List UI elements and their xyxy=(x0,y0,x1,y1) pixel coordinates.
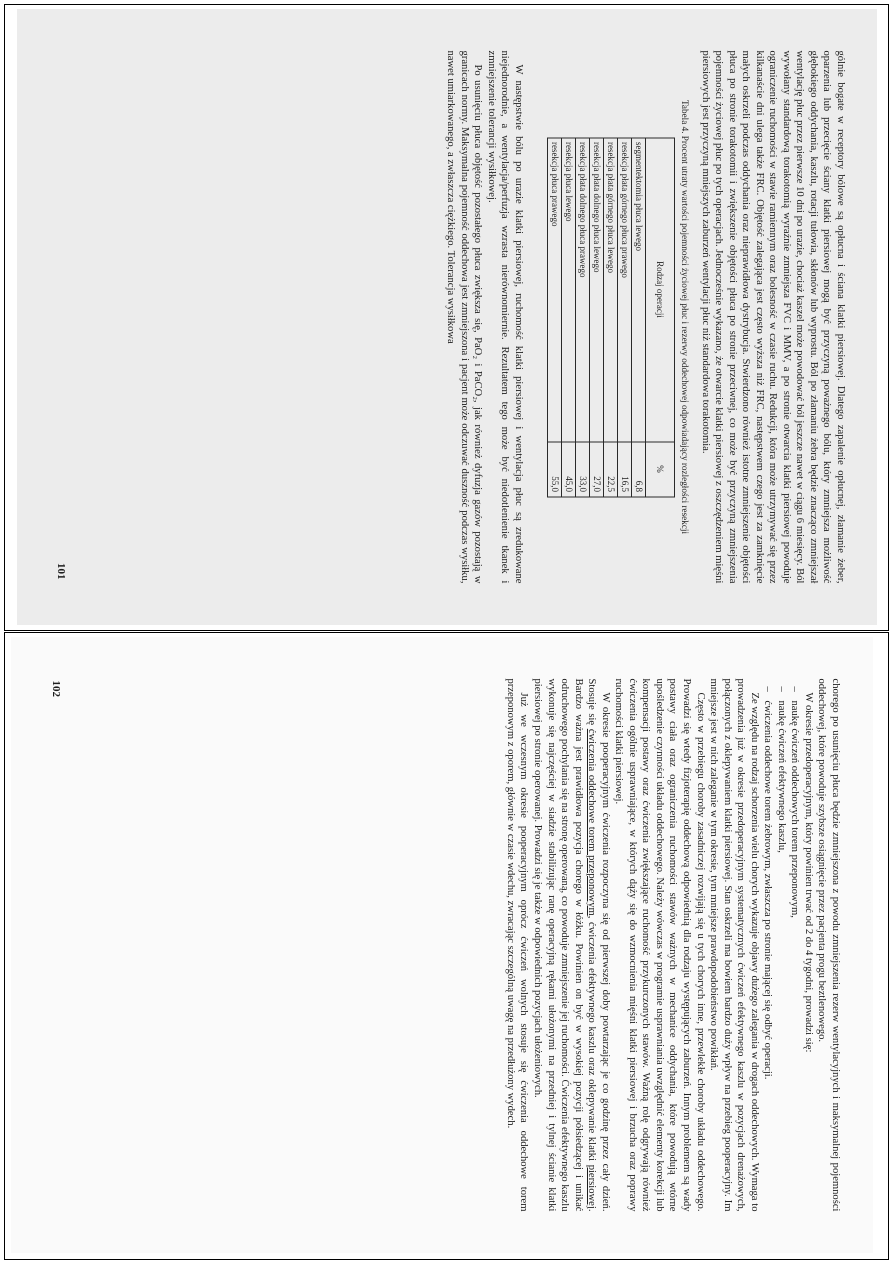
scan-frame-bottom xyxy=(4,632,889,1260)
table-row xyxy=(631,138,645,497)
page-102-content xyxy=(42,673,842,1218)
table-row xyxy=(547,138,561,497)
page-102-paragraph-1: chorego po usunięciu płuca będzie zmniejszona z powodu zmniejszenia rezerw wentylacyjnych i maksymalnej pojemności oddechowej, które powoduje szybsze osiągnięcie przez pacjenta progu beztlenowego. xyxy=(816,678,841,1212)
page-number-101: 101 xyxy=(55,563,67,580)
underlined-phrase-chest: piersiowej xyxy=(586,1164,598,1209)
scan-frame-top xyxy=(4,4,889,631)
table-row xyxy=(617,138,631,497)
table-cell-percent: 6,8 xyxy=(631,442,645,497)
table-cell-percent: 33,0 xyxy=(575,442,589,497)
page-102-paragraph-4: Często w przebiegu choroby zasadniczej rozwijają się u tych chorych inne, przewlekłe choroby układu oddechowego. Prowadzi się wtedy fizjoterapię oddechową odpowiednią dla rodzaju występujących zaburzeń. Innym problemem są wady postawy ciała oraz ograniczenia ruchomości stawów ważnych w mechanice oddychania, które powodują wtórne upośledzenie czynności układu oddechowego. Należy wówczas w programie usprawniania uwzględnić elementy korekcji lub kompensacji postawy oraz ćwiczenia zwiększające ruchomość przykurczonych stawów. Ważną rolę odgrywają również ćwiczenia ogólnie usprawniające, w których dąży się do wzmocnienia mięśni klatki piersiowej i brzucha oraz poprawy ruchomości klatki piersiowej. xyxy=(613,678,706,1212)
list-item: – naukę ćwiczeń efektywnego kaszlu, xyxy=(774,679,788,1212)
page-101-paragraph-3: Po usunięciu płuca objętość pozostałego płuca zwiększa się, PaO₂ i PaCO₂, jak również dyfuzja gazów pozostają w granicach normy. Maksymalna pojemność oddechowa jest zmniejszona i pacjent może odczuwać duszność podczas wysiłku, nawet umiarkowanego, a zwłaszcza ciężkiego. Tolerancja wysiłkowa xyxy=(445,50,484,584)
table-caption: Tabela 4. Procent utraty wartości pojemności życiowej płuc i rezerwy oddechowej odpowiadający rozległości resekcji xyxy=(679,99,690,535)
page-101-content xyxy=(47,45,847,590)
table-cell-percent: 27,0 xyxy=(589,442,603,497)
page-101-paragraph-2: W następstwie bólu po urazie klatki piersiowej, ruchomość klatki piersiowej i wentylacja płuc są zredukowane niejednorodnie, a wentylacja/perfuzja wzrasta nierównomiernie. Rezultatem tego może być niedotlenienie tkanek i zmniejszenie tolerancji wysiłkowej. xyxy=(485,50,524,584)
table-cell-percent: 55,0 xyxy=(547,442,561,497)
table-cell-operation: resekcja płuca lewego xyxy=(561,138,575,442)
page-101-paragraph-1: gólnie bogate w receptory bólowe są opłucna i ściana klatki piersiowej. Dlatego zapalenie opłucnej, złamanie żeber, oparzenia lub przecięcie ściany klatki piersiowej mogą być przyczyną poważnego bólu, który zmniejsza możliwość głębokiego oddychania, kaszlu, rotacji tułowia, skłonów lub wyprostu. Ból po złamaniu żebra będzie znacząco zmniejszał wentylację płuc przez pierwsze 10 dni po urazie, chociaż kaszel może powodować ból jeszcze nawet w ciągu 6 miesięcy. Ból wywołany standardową torakotomią wyraźnie zmniejsza FVC i MMV, a po stronie otwarcia klatki piersiowej powoduje ograniczenie ruchomości w stawie ramiennym oraz bolesność w czasie ruchu. Redukcji, która może utrzymywać się przez kilkanaście dni ulega także FRC. Objętość zalegająca jest często wyższa niż FRC, następstwem czego jest za zamknięcie małych oskrzeli podczas oddychania oraz nieprawidłowa dystrybucja. Stwierdzono również istotne zmniejszenie objętości płuca po stronie torakotomii i zwiększenie objętości płuca po stronie przeciwnej, co może być przyczyną zmniejszenia pojemności życiowej płuc po tych operacjach. Jednocześnie wykazano, że otwarcie klatki piersiowej z oszczędzeniem mięśni piersiowych jest przyczyną mniejszych zaburzeń wentylacji płuc niż standardowa torakotomia. xyxy=(699,50,846,584)
table-cell-operation: segmentektomia płuca lewego xyxy=(631,138,645,442)
table-header-operation: Rodzaj operacji xyxy=(645,138,674,442)
page-102-paragraph-3: Ze względu na rodzaj schorzenia wielu chorych wykazuje objawy dużego zalegania w drogach oddechowych. Wymaga to prowadzenia już w okresie przedoperacyjnym systematycznych ćwiczeń efektywnego kaszlu w pozycjach drenażowych, połączonych z oklepywaniem klatki piersiowej. Stan oskrzeli ma bowiem bardzo duży wpływ na przebieg pooperacyjny. Im mniejsze jest w nich zaleganie w tym okresie, tym mniejsze prawdopodobieństwo powikłań. xyxy=(708,678,760,1212)
table-row xyxy=(575,138,589,497)
underlined-phrase-breathing: ćwiczenia oddechowe torem przeponowym xyxy=(586,728,598,916)
table-row xyxy=(589,138,603,497)
page-102-paragraph-6: Już we wczesnym okresie pooperacyjnym oprócz ćwiczeń wolnych stosuje się ćwiczenia oddechowe torem przeponowym z oporem, głównie w czasie wdechu, zwracając szczególną uwagę na przedłużony wydech. xyxy=(504,678,530,1212)
list-item: – naukę ćwiczeń oddechowych torem przeponowym, xyxy=(788,679,802,1212)
resection-table xyxy=(547,137,675,497)
page-102-paragraph-5 xyxy=(530,679,611,1212)
table-cell-operation: resekcja płata górnego płuca prawego xyxy=(617,138,631,442)
table-row xyxy=(561,138,575,497)
scan-page-102 xyxy=(11,637,873,1253)
page-102-paragraph-2: W okresie przedoperacyjnym, który powinien trwać od 2 do 4 tygodni, prowadzi się: xyxy=(802,692,814,1053)
table-header-percent: % xyxy=(645,442,674,497)
paragraph-5-text-a: W okresie pooperacyjnym ćwiczenia rozpoczyna się od pierwszej doby powtarzając je co godzinę przez cały dzień. Stosuje się xyxy=(586,678,611,1212)
table-cell-operation: resekcja płata dolnego płuca lewego xyxy=(589,138,603,442)
table-row xyxy=(603,138,617,497)
table-cell-percent: 45,0 xyxy=(561,442,575,497)
paragraph-5-text-c: . Bardzo ważna jest prawidłowa pozycja chorego w łóżku. Powinien on być w wysokiej pozycji półsiedzącej i unikać odruchowego pochylania się na stronę operowaną, co powoduje zmniejszenie jej ruchomości. Ćwiczenia efektywnego kaszlu wykonuje się najczęściej w siadzie stabilizując ranę operacyjną rękami ułożonymi na przedniej i tylnej ścianie klatki piersiowej po stronie operowanej. Prowadzi się je także w odpowiednich pozycjach ułożeniowych. xyxy=(531,678,598,1212)
table-cell-operation: resekcja płata górnego płuca lewego xyxy=(603,138,617,442)
preoperative-exercise-list xyxy=(761,679,802,1212)
table-cell-operation: resekcja płuca prawego xyxy=(547,138,561,442)
table-cell-operation: resekcja płata dolnego płuca prawego xyxy=(575,138,589,442)
page-number-102: 102 xyxy=(50,680,62,697)
paragraph-5-text-b: , ćwiczenia efektywnego kaszlu oraz oklepywanie klatki xyxy=(586,915,598,1165)
list-item: – ćwiczenia oddechowe torem żebrowym, zwłaszcza po stronie mającej się odbyć operacji. xyxy=(761,679,775,1212)
table-cell-percent: 16,5 xyxy=(617,442,631,497)
table-header-row xyxy=(645,138,674,497)
scan-page-101 xyxy=(17,9,877,625)
table-cell-percent: 22,5 xyxy=(603,442,617,497)
